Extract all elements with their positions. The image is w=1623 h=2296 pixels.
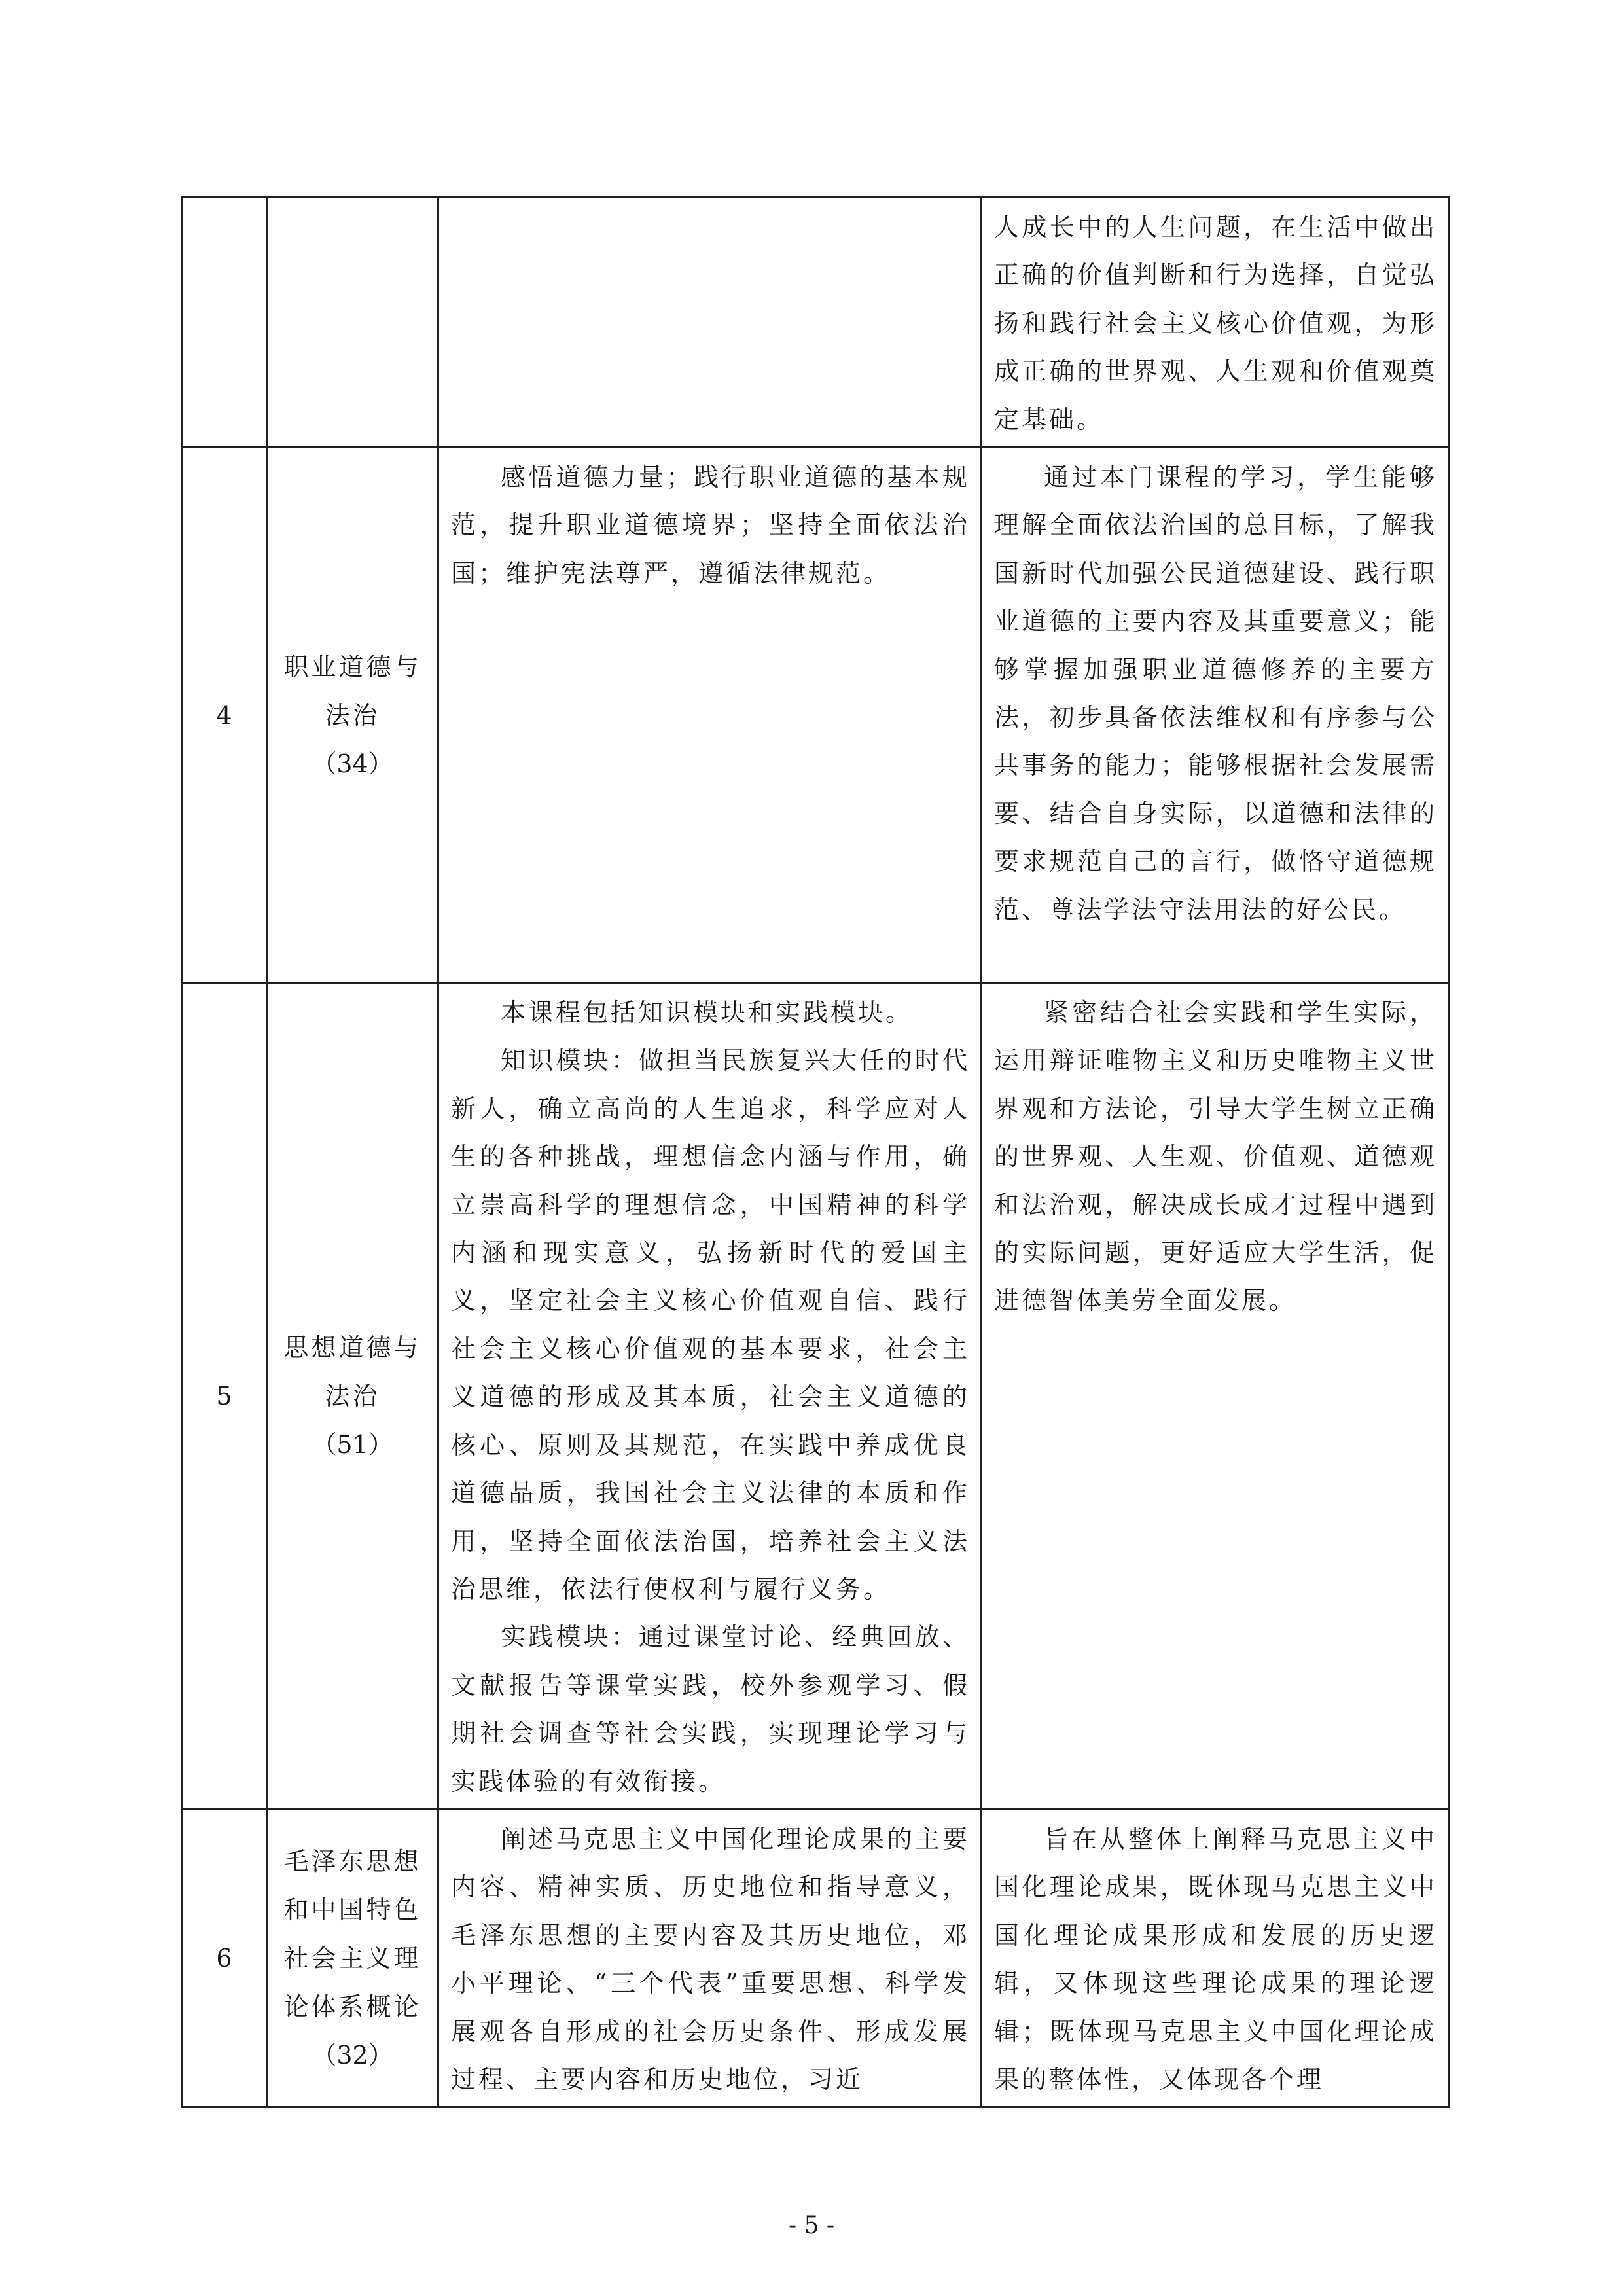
course-hours: （51） <box>312 1429 393 1459</box>
content-paragraph: 阐述马克思主义中国化理论成果的主要内容、精神实质、历史地位和指导意义，毛泽东思想的主要内容及其历史地位，邓小平理论、“三个代表”重要思想、科学发展观各自形成的社会历史条件、形成发展过程、主要内容和历史地位，习近 <box>451 1824 970 2094</box>
content-paragraph: 本课程包括知识模块和实践模块。 <box>501 998 914 1028</box>
row-number-cell <box>182 198 267 448</box>
course-name-line: 职业道德与 <box>283 652 421 681</box>
course-name-cell <box>267 1809 438 2107</box>
course-content-cell <box>438 1809 982 2107</box>
content-paragraph: 知识模块：做担当民族复兴大任的时代新人，确立高尚的人生追求，科学应对人生的各种挑战，理想信念内涵与作用，确立崇高科学的理想信念，中国精神的科学内涵和现实意义，弘扬新时代的爱国主义，坚定社会主义核心价值观自信、践行社会主义核心价值观的基本要求，社会主义道德的形成及其本质，社会主义道德的核心、原则及其规范，在实践中养成优良道德品质，我国社会主义法律的本质和作用，坚持全面依法治国，培养社会主义法治思维，依法行使权利与履行义务。 <box>451 1046 970 1604</box>
objective-paragraph: 人成长中的人生问题，在生活中做出正确的价值判断和行为选择，自觉弘扬和践行社会主义核心价值观，为形成正确的世界观、人生观和价值观奠定基础。 <box>994 213 1437 434</box>
course-table <box>181 196 1450 2108</box>
content-paragraph: 感悟道德力量；践行职业道德的基本规范，提升职业道德境界；坚持全面依法治国；维护宪法尊严，遵循法律规范。 <box>451 463 970 588</box>
course-hours: （32） <box>312 2041 393 2070</box>
row-number-cell: 5 <box>182 983 267 1810</box>
course-content-cell <box>438 198 982 448</box>
course-objective-cell <box>982 198 1449 448</box>
course-name-cell <box>267 983 438 1810</box>
course-name-line: 论体系概论 <box>283 1992 421 2022</box>
course-name-line: 社会主义理 <box>283 1944 421 1973</box>
course-objective-cell <box>982 983 1449 1810</box>
table-row <box>182 198 1449 448</box>
course-content-cell <box>438 448 982 983</box>
table-row <box>182 448 1449 983</box>
course-objective-cell <box>982 448 1449 983</box>
course-name-line: 和中国特色 <box>283 1895 421 1925</box>
course-name-cell <box>267 448 438 983</box>
course-name-line: 法治 <box>325 1381 380 1410</box>
objective-paragraph: 旨在从整体上阐释马克思主义中国化理论成果，既体现马克思主义中国化理论成果形成和发展的历史逻辑，又体现这些理论成果的理论逻辑；既体现马克思主义中国化理论成果的整体性，又体现各个理 <box>994 1824 1437 2094</box>
table-row <box>182 983 1449 1810</box>
course-name-line: 思想道德与 <box>283 1333 421 1362</box>
row-number-cell: 4 <box>182 448 267 983</box>
page-number: - 5 - <box>788 2212 835 2239</box>
course-name-line: 法治 <box>325 700 380 730</box>
course-name-line: 毛泽东思想 <box>283 1847 421 1876</box>
course-objective-cell <box>982 1809 1449 2107</box>
objective-paragraph: 通过本门课程的学习，学生能够理解全面依法治国的总目标，了解我国新时代加强公民道德建设、践行职业道德的主要内容及其重要意义；能够掌握加强职业道德修养的主要方法，初步具备依法维权和有序参与公共事务的能力；能够根据社会发展需要、结合自身实际，以道德和法律的要求规范自己的言行，做恪守道德规范、尊法学法守法用法的好公民。 <box>994 463 1437 924</box>
course-name-cell <box>267 198 438 448</box>
course-hours: （34） <box>312 749 393 778</box>
objective-paragraph: 紧密结合社会实践和学生实际，运用辩证唯物主义和历史唯物主义世界观和方法论，引导大学生树立正确的世界观、人生观、价值观、道德观和法治观，解决成长成才过程中遇到的实际问题，更好适应大学生活，促进德智体美劳全面发展。 <box>994 998 1437 1316</box>
table-row <box>182 1809 1449 2107</box>
content-paragraph: 实践模块：通过课堂讨论、经典回放、文献报告等课堂实践，校外参观学习、假期社会调查等社会实践，实现理论学习与实践体验的有效衔接。 <box>451 1623 970 1796</box>
row-number-cell: 6 <box>182 1809 267 2107</box>
course-content-cell <box>438 983 982 1810</box>
